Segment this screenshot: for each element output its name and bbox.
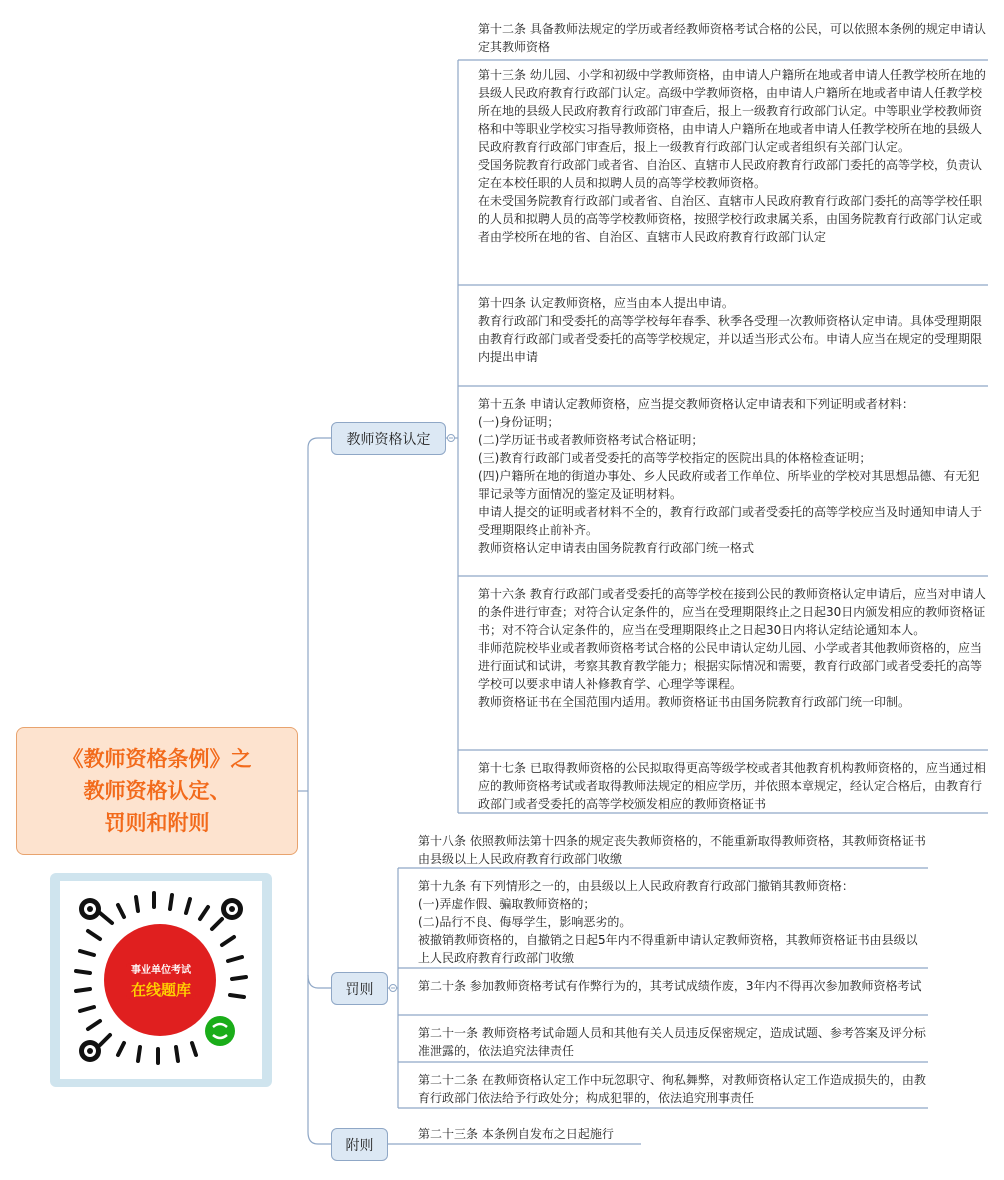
leaf-paragraph: 在未受国务院教育行政部门或者省、自治区、直辖市人民政府教育行政部门委托的高等学校任职的人员和拟聘人员的高等学校教师资格，按照学校行政隶属关系，由国务院教育行政部门认定或者由学校所在地的省、自治区、直辖市人民政府教育行政部门认定	[478, 194, 983, 244]
leaf-paragraph: 第十八条 依照教师法第十四条的规定丧失教师资格的，不能重新取得教师资格，其教师资格证书由县级以上人民政府教育行政部门收缴	[418, 834, 926, 866]
qr-badge-line-1: 事业单位考试	[131, 965, 191, 976]
leaf-article-22[interactable]	[418, 1071, 928, 1107]
leaf-paragraph: (二)学历证书或者教师资格考试合格证明；	[478, 433, 704, 447]
leaf-article-17[interactable]	[478, 759, 988, 813]
leaf-article-13[interactable]	[478, 66, 988, 246]
leaf-article-16[interactable]	[478, 585, 988, 711]
branch-label: 罚则	[345, 981, 374, 998]
leaf-paragraph: 受国务院教育行政部门或者省、自治区、直辖市人民政府教育行政部门委托的高等学校，负责认定在本校任职的人员和拟聘人员的高等学校教师资格。	[478, 158, 983, 190]
leaf-article-20[interactable]	[418, 977, 928, 995]
qr-badge-line-2: 在线题库	[130, 981, 191, 999]
branch-label: 附则	[345, 1137, 374, 1154]
leaf-paragraph: 被撤销教师资格的，自撤销之日起5年内不得重新申请认定教师资格，其教师资格证书由县级以上人民政府教育行政部门收缴	[418, 933, 918, 965]
leaf-paragraph: 第十六条 教育行政部门或者受委托的高等学校在接到公民的教师资格认定申请后，应当对申请人的条件进行审查；对符合认定条件的，应当在受理期限终止之日起30日内颁发相应的教师资格证书；对不符合认定条件的，应当在受理期限终止之日起30日内将认定结论通知本人。	[478, 587, 986, 637]
root-topic[interactable]	[16, 727, 298, 855]
leaf-paragraph: 第二十三条 本条例自发布之日起施行	[418, 1127, 614, 1141]
leaf-paragraph: 教育行政部门和受委托的高等学校每年春季、秋季各受理一次教师资格认定申请。具体受理期限由教育行政部门或者受委托的高等学校规定，并以适当形式公布。申请人应当在规定的受理期限内提出申请	[478, 314, 983, 364]
leaf-paragraph: 第十九条 有下列情形之一的，由县级以上人民政府教育行政部门撤销其教师资格：	[418, 879, 854, 893]
leaf-paragraph: (一)弄虚作假、骗取教师资格的；	[418, 897, 596, 911]
leaf-article-12[interactable]	[478, 20, 988, 56]
leaf-paragraph: 第十五条 申请认定教师资格，应当提交教师资格认定申请表和下列证明或者材料：	[478, 397, 914, 411]
leaf-paragraph: 第二十一条 教师资格考试命题人员和其他有关人员违反保密规定，造成试题、参考答案及评分标准泄露的，依法追究法律责任	[418, 1026, 926, 1058]
leaf-paragraph: 第十七条 已取得教师资格的公民拟取得更高等级学校或者其他教育机构教师资格的，应当通过相应的教师资格考试或者取得教师法规定的相应学历，并依照本章规定，经认定合格后，由教育行政部门或者受委托的高等学校颁发相应的教师资格证书	[478, 761, 986, 811]
leaf-paragraph: 第十三条 幼儿园、小学和初级中学教师资格，由申请人户籍所在地或者申请人任教学校所在地的县级人民政府教育行政部门认定。高级中学教师资格，由申请人户籍所在地或者申请人任教学校所在地的县级人民政府教育行政部门审查后，报上一级教育行政部门认定。中等职业学校教师资格和中等职业学校实习指导教师资格，由申请人户籍所在地或者申请人任教学校所在地的县级人民政府教育行政部门审查后，报上一级教育行政部门认定或者组织有关部门认定。	[478, 68, 986, 154]
leaf-paragraph: (三)教育行政部门或者受委托的高等学校指定的医院出具的体格检查证明；	[478, 451, 872, 465]
leaf-paragraph: 申请人提交的证明或者材料不全的，教育行政部门或者受委托的高等学校应当及时通知申请人于受理期限终止前补齐。	[478, 505, 983, 537]
root-title-line-1: 《教师资格条例》之	[62, 747, 252, 771]
leaf-article-21[interactable]	[418, 1024, 928, 1060]
mini-program-code	[50, 873, 272, 1087]
leaf-article-18[interactable]	[418, 832, 928, 868]
root-title-line-3: 罚则和附则	[104, 811, 210, 835]
leaf-paragraph: (四)户籍所在地的街道办事处、乡人民政府或者工作单位、所毕业的学校对其思想品德、有无犯罪记录等方面情况的鉴定及证明材料。	[478, 469, 980, 501]
leaf-paragraph: 第十四条 认定教师资格，应当由本人提出申请。	[478, 296, 734, 310]
leaf-article-19[interactable]	[418, 877, 928, 967]
branch-supplementary[interactable]	[331, 1128, 388, 1161]
branch-penalties[interactable]	[331, 972, 388, 1005]
leaf-paragraph: 第二十条 参加教师资格考试有作弊行为的，其考试成绩作废，3年内不得再次参加教师资格考试	[418, 979, 922, 993]
root-title-line-2: 教师资格认定、	[83, 779, 231, 803]
leaf-article-23[interactable]	[418, 1125, 658, 1143]
leaf-article-15[interactable]	[478, 395, 988, 557]
leaf-paragraph: 第十二条 具备教师法规定的学历或者经教师资格考试合格的公民，可以依照本条例的规定申请认定其教师资格	[478, 22, 986, 54]
branch-qualification-certification[interactable]	[331, 422, 446, 455]
leaf-paragraph: (二)品行不良、侮辱学生，影响恶劣的。	[418, 915, 632, 929]
leaf-article-14[interactable]	[478, 294, 988, 366]
leaf-paragraph: 非师范院校毕业或者教师资格考试合格的公民申请认定幼儿园、小学或者其他教师资格的，应当进行面试和试讲，考察其教育教学能力；根据实际情况和需要，教育行政部门或者受委托的高等学校可以要求申请人补修教育学、心理学等课程。	[478, 641, 983, 691]
leaf-paragraph: (一)身份证明；	[478, 415, 560, 429]
branch-label: 教师资格认定	[346, 431, 431, 448]
leaf-paragraph: 教师资格认定申请表由国务院教育行政部门统一格式	[478, 541, 755, 555]
leaf-paragraph: 第二十二条 在教师资格认定工作中玩忽职守、徇私舞弊，对教师资格认定工作造成损失的，由教育行政部门依法给予行政处分；构成犯罪的，依法追究刑事责任	[418, 1073, 926, 1105]
leaf-paragraph: 教师资格证书在全国范围内适用。教师资格证书由国务院教育行政部门统一印制。	[478, 695, 911, 709]
